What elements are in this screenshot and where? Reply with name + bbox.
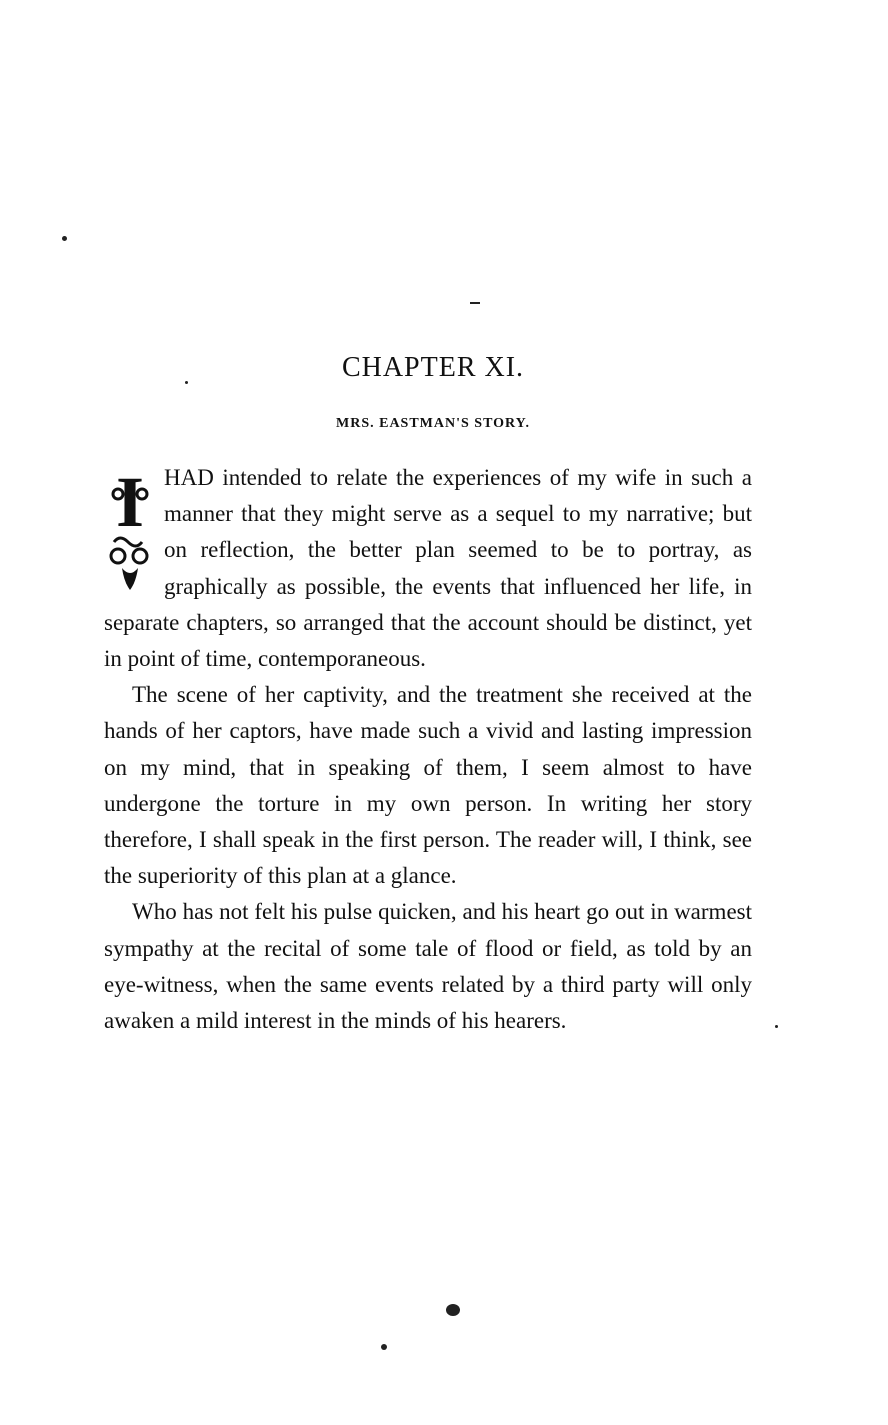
- print-speck: [62, 236, 67, 241]
- ornamental-drop-cap-icon: [104, 464, 156, 600]
- chapter-body: [104, 460, 752, 1039]
- chapter-subtitle: MRS. EASTMAN'S STORY.: [336, 416, 530, 431]
- paragraph-2: The scene of her captivity, and the treatment she received at the hands of her captors, have made such a vivid and lasting impression on my mind, that in speaking of them, I seem almost to have undergone the torture in my own person. In writing her story therefore, I shall speak in the first person. The reader will, I think, see the superiority of this plan at a glance.: [104, 682, 752, 889]
- chapter-title: CHAPTER XI.: [341, 352, 525, 383]
- print-speck: [775, 1025, 778, 1028]
- paragraph-1: [104, 460, 752, 677]
- paragraph-3: Who has not felt his pulse quicken, and his heart go out in warmest sympathy at the recital of some tale of flood or field, as told by an eye-witness, when the same events related by a third party will only awaken a mild interest in the minds of his hearers.: [104, 899, 752, 1034]
- drop-cap-letter: I: [115, 464, 145, 542]
- paragraph-1-text: HAD intended to relate the experiences of my wife in such a manner that they might serve as a sequel to my narrative; but on reflection, the better plan seemed to be to portray, as graphically as possible, the events that influenced her life, in separate chapters, so arranged that the account should be distinct, yet in point of time, contemporaneous.: [104, 465, 752, 672]
- print-speck: [381, 1344, 387, 1350]
- print-speck: [470, 302, 480, 304]
- print-speck: [446, 1304, 460, 1316]
- print-speck: [185, 381, 188, 384]
